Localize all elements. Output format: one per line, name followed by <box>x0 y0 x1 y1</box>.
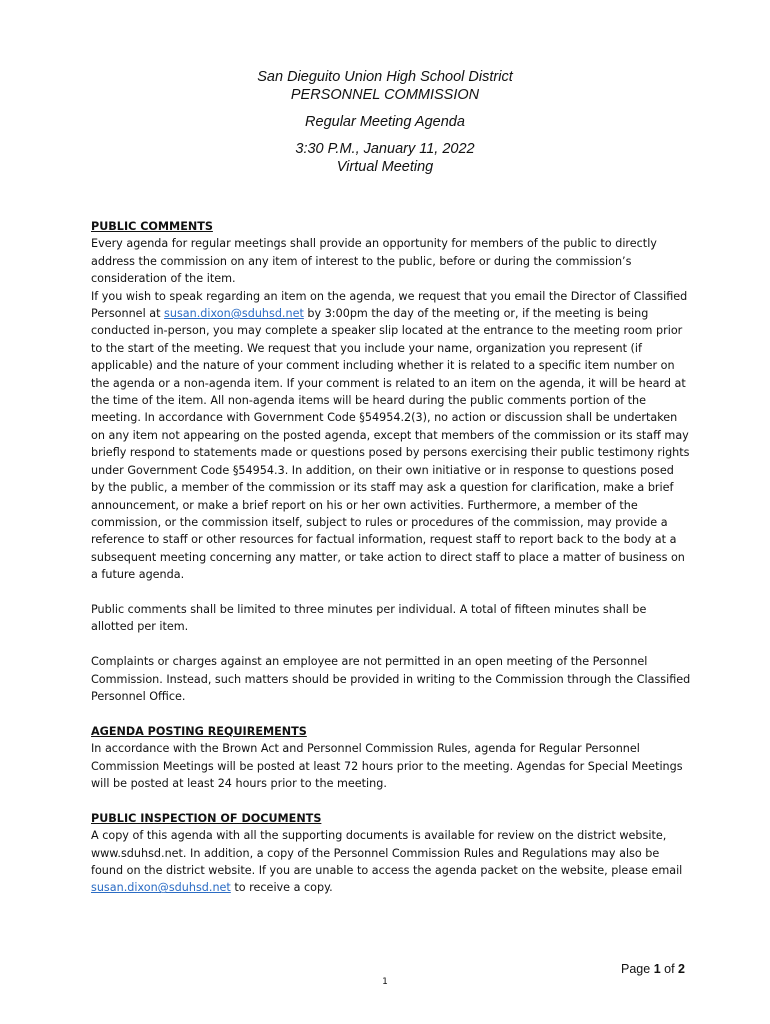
public-comments-paragraph-1: Every agenda for regular meetings shall provide an opportunity for members of the public to directly address the commission on any item of interest to the public, before or during the commission’s consideration of the item. <box>91 237 657 286</box>
agenda-posting-heading: AGENDA POSTING REQUIREMENTS <box>91 724 307 738</box>
director-email-link[interactable]: susan.dixon@sduhsd.net <box>164 307 304 321</box>
public-inspection-paragraph <box>91 827 691 897</box>
public-comments-paragraph-2 <box>91 288 691 584</box>
total-pages: 2 <box>678 962 685 976</box>
agenda-title: Regular Meeting Agenda <box>305 114 465 130</box>
public-comments-paragraph-2-start: If you wish to speak regarding an item on the agenda, we request that you email the Director of Classified Personnel at <box>91 289 688 321</box>
current-page: 1 <box>653 962 661 976</box>
public-comments-paragraph-3: Public comments shall be limited to three minutes per individual. A total of fifteen minutes shall be allotted per item. <box>91 602 647 634</box>
public-comments-paragraph-2-end: by 3:00pm the day of the meeting or, if the meeting is being conducted in-person, you may complete a speaker slip located at the entrance to the meeting room prior to the start of the meeting. We request that you include your name, organization you represent (if applicable) and the nature of your comment including whether it is related to a specific item number on the agenda or a non-agenda item. If your comment is related to an item on the agenda, it will be heard at the time of the item. All non-agenda items will be heard during the public comments portion of the meeting. In accordance with Government Code §54954.2(3), no action or discussion shall be undertaken on any item not appearing on the posted agenda, except that members of the commission or its staff may briefly respond to statements made or questions posed by persons exercising their public testimony rights under Government Code §54954.3. In addition, on their own initiative or in response to questions posed by the public, a member of the commission or its staff may ask a question for clarification, make a brief announcement, or make a brief report on his or her own activities. Furthermore, a member of the commission, or the commission itself, subject to rules or procedures of the commission, may provide a reference to staff or other resources for factual information, request staff to report back to the body at a subsequent meeting concerning any matter, or take action to direct staff to place a matter of business on a future agenda. <box>91 307 690 582</box>
spacer <box>91 792 691 809</box>
agenda-posting-paragraph: In accordance with the Brown Act and Personnel Commission Rules, agenda for Regular Personnel Commission Meetings will be posted at least 72 hours prior to the meeting. Agendas for Special Meetings will be posted at least 24 hours prior to the meeting. <box>91 742 683 790</box>
spacer <box>91 636 691 653</box>
district-name: San Dieguito Union High School District <box>257 69 513 85</box>
spacer <box>91 705 691 722</box>
spacer <box>91 584 691 601</box>
document-body <box>91 218 691 897</box>
public-inspection-paragraph-start: A copy of this agenda with all the supporting documents is available for review on the district website, www.sduhsd.net. In addition, a copy of the Personnel Commission Rules and Regulations may also be found on the district website. If you are unable to access the agenda packet on the website, please email <box>91 829 683 877</box>
page-number: 1 <box>382 977 388 987</box>
of-word: of <box>664 962 675 976</box>
page-of-indicator <box>590 962 685 976</box>
page-word: Page <box>621 962 651 976</box>
commission-name: PERSONNEL COMMISSION <box>290 87 480 103</box>
public-inspection-paragraph-end: to receive a copy. <box>230 881 333 895</box>
public-comments-paragraph-4: Complaints or charges against an employee are not permitted in an open meeting of the Personnel Commission. Instead, such matters should be provided in writing to the Commission through the Classified Personnel Office. <box>91 655 691 703</box>
meeting-location: Virtual Meeting <box>336 159 434 175</box>
public-comments-heading: PUBLIC COMMENTS <box>91 220 213 233</box>
copy-request-email-link[interactable]: susan.dixon@sduhsd.net <box>91 881 231 895</box>
meeting-datetime: 3:30 P.M., January 11, 2022 <box>295 141 475 157</box>
public-inspection-heading: PUBLIC INSPECTION OF DOCUMENTS <box>91 811 322 825</box>
